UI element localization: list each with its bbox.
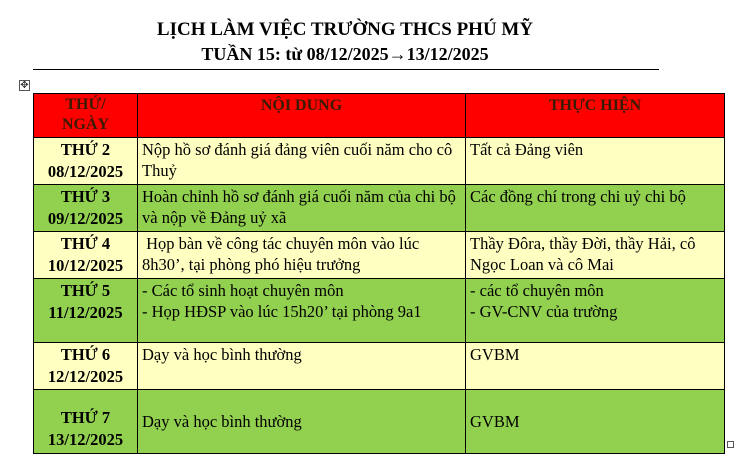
content-line: Họp bàn về công tác chuyên môn vào lúc 8h30’, tại phòng phó hiệu trưởng	[142, 234, 424, 274]
content-line: Hoàn chỉnh hồ sơ đánh giá cuối năm của chi bộ và nộp về Đảng uỷ xã	[142, 187, 456, 227]
performer-line: - GV-CNV của trường	[470, 302, 618, 321]
performer-cell	[466, 390, 725, 454]
table-row	[34, 232, 725, 279]
day-name: THỨ 6	[60, 345, 111, 364]
performer-line: Tất cả Đảng viên	[470, 140, 584, 159]
content-cell	[138, 390, 466, 454]
header-day	[34, 94, 138, 138]
content-line: - Các tổ sinh hoạt chuyên môn	[142, 281, 344, 300]
table-row	[34, 185, 725, 232]
performer-line: Thầy Đôra, thầy Đời, thầy Hải, cô Ngọc Loan và cô Mai	[470, 234, 696, 274]
day-name: THỨ 2	[60, 140, 111, 159]
table-row	[34, 138, 725, 185]
day-date: 13/12/2025	[47, 430, 124, 449]
day-name: THỨ 7	[60, 408, 111, 427]
day-cell	[34, 390, 138, 454]
performer-line: GVBM	[470, 412, 520, 431]
table-row	[34, 390, 725, 454]
title-divider	[33, 69, 659, 70]
table-row	[34, 279, 725, 343]
day-cell	[34, 232, 138, 279]
content-cell	[138, 185, 466, 232]
table-resize-handle[interactable]	[727, 441, 734, 448]
day-cell	[34, 343, 138, 390]
content-line: Dạy và học bình thường	[142, 345, 302, 364]
content-line: - Họp HĐSP vào lúc 15h20’ tại phòng 9a1	[142, 302, 422, 321]
day-name: THỨ 3	[60, 187, 111, 206]
table-row	[34, 343, 725, 390]
document-title: LỊCH LÀM VIỆC TRƯỜNG THCS PHÚ MỸ	[156, 19, 534, 40]
performer-cell	[466, 279, 725, 343]
content-cell	[138, 232, 466, 279]
day-date: 11/12/2025	[48, 303, 123, 322]
performer-cell	[466, 232, 725, 279]
schedule-table	[33, 93, 725, 454]
content-line: Nộp hồ sơ đánh giá đảng viên cuối năm cho cô Thuỷ	[142, 140, 453, 180]
table-header-row	[34, 94, 725, 138]
performer-cell	[466, 138, 725, 185]
day-cell	[34, 138, 138, 185]
header-content: NỘI DUNG	[138, 94, 466, 138]
performer-line: - các tổ chuyên môn	[470, 281, 604, 300]
document-subtitle: TUẦN 15: từ 08/12/2025→13/12/2025	[201, 44, 489, 64]
performer-cell	[466, 185, 725, 232]
content-cell	[138, 138, 466, 185]
content-line: Dạy và học bình thường	[142, 412, 302, 431]
day-cell	[34, 185, 138, 232]
performer-line: GVBM	[470, 345, 520, 364]
table-move-handle-icon[interactable]: ✥	[20, 80, 29, 91]
header-day-line2: NGÀY	[61, 116, 110, 133]
day-name: THỨ 5	[60, 281, 111, 300]
content-cell	[138, 343, 466, 390]
performer-cell	[466, 343, 725, 390]
day-name: THỨ 4	[60, 234, 111, 253]
header-day-line1: THỨ/	[65, 96, 106, 113]
day-date: 12/12/2025	[47, 367, 124, 386]
day-date: 09/12/2025	[47, 209, 124, 228]
header-performer: THỰC HIỆN	[466, 94, 725, 138]
day-date: 10/12/2025	[47, 256, 124, 275]
day-cell	[34, 279, 138, 343]
content-cell	[138, 279, 466, 343]
performer-line: Các đồng chí trong chi uỷ chi bộ	[470, 187, 686, 206]
day-date: 08/12/2025	[47, 162, 124, 181]
